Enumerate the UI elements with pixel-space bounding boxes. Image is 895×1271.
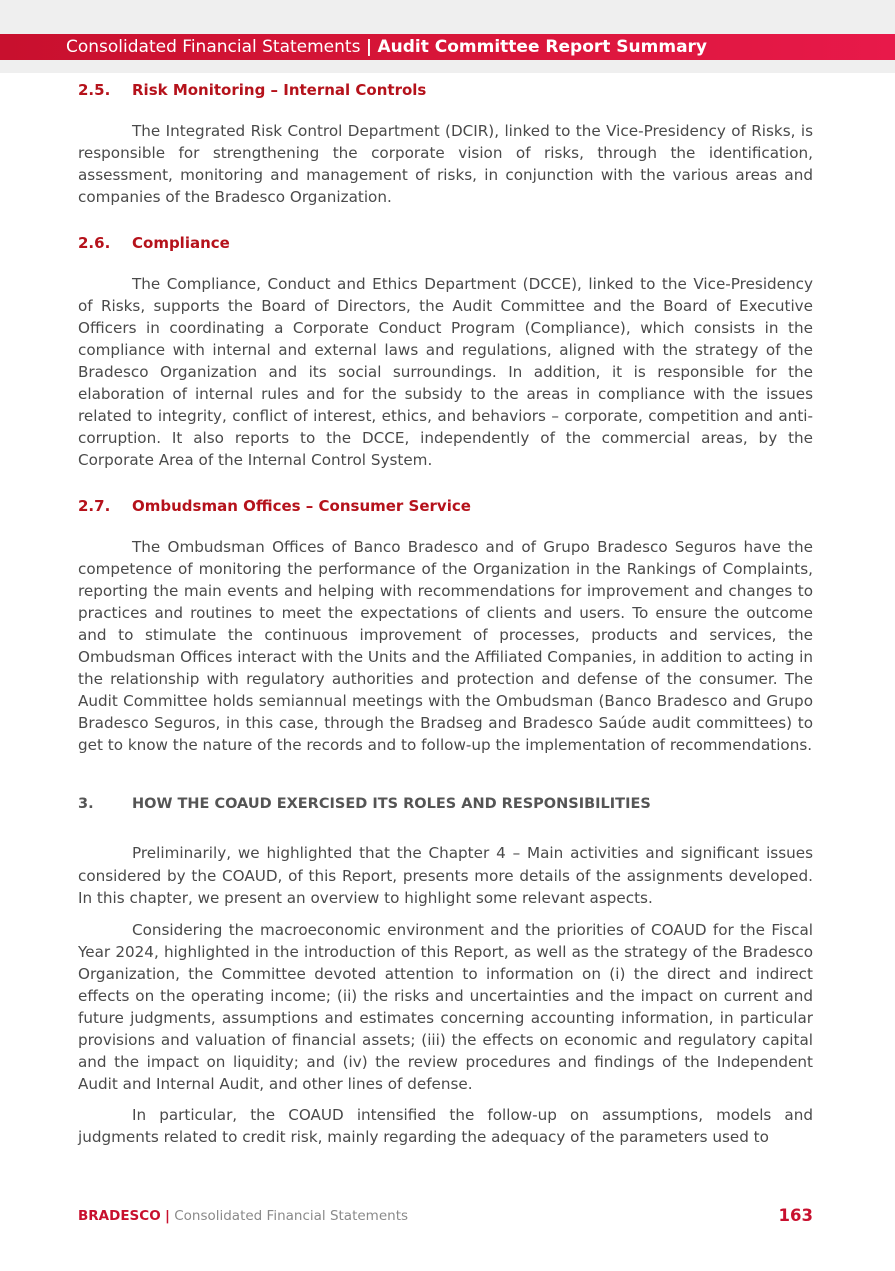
- section-title: HOW THE COAUD EXERCISED ITS ROLES AND RESPONSIBILITIES: [132, 796, 651, 812]
- paragraph: The Compliance, Conduct and Ethics Department (DCCE), linked to the Vice-Presidency of Risks, supports the Board of Directors, the Audit Committee and the Board of Executive Officers in coordinating a Corporate Conduct Program (Compliance), which consists in the compliance with internal and external laws and regulations, aligned with the strategy of the Bradesco Organization and its social surroundings. In addition, it is responsible for the elaboration of internal rules and for the subsidy to the areas in compliance with the issues related to integrity, conflict of interest, ethics, and behaviors – corporate, competition and anti-corruption. It also reports to the DCCE, independently of the commercial areas, by the Corporate Area of the Internal Control System.: [78, 275, 813, 469]
- footer-subtitle: Consolidated Financial Statements: [174, 1208, 409, 1224]
- section-number: 2.7.: [78, 497, 111, 515]
- banner-title: Consolidated Financial Statements: [66, 37, 361, 57]
- footer-separator: |: [164, 1208, 170, 1224]
- header-banner: [0, 34, 895, 60]
- banner-separator: |: [365, 37, 373, 57]
- banner-underlay: [0, 60, 895, 73]
- paragraph: Preliminarily, we highlighted that the Chapter 4 – Main activities and significant issues considered by the COAUD, of this Report, presents more details of the assignments developed. In this chapter, we present an overview to highlight some relevant aspects.: [78, 844, 813, 907]
- section-number: 3.: [78, 796, 94, 812]
- section-heading-2-5: [78, 78, 813, 102]
- top-margin: [0, 0, 895, 34]
- section-title: Risk Monitoring – Internal Controls: [132, 81, 427, 99]
- paragraph: The Integrated Risk Control Department (DCIR), linked to the Vice-Presidency of Risks, is responsible for strengthening the corporate vision of risks, through the identification, assessment, monitoring and management of risks, in conjunction with the various areas and companies of the Bradesco Organization.: [78, 122, 813, 206]
- paragraph: In particular, the COAUD intensified the follow-up on assumptions, models and judgments related to credit risk, mainly regarding the adequacy of the parameters used to: [78, 1105, 813, 1146]
- paragraph: Considering the macroeconomic environment and the priorities of COAUD for the Fiscal Year 2024, highlighted in the introduction of this Report, as well as the strategy of the Bradesco Organization, the Committee devoted attention to information on (i) the direct and indirect effects on the operating income; (ii) the risks and uncertainties and the impact on current and future judgments, assumptions and estimates concerning accounting information, in particular provisions and valuation of financial assets; (iii) the effects on economic and regulatory capital and the impact on liquidity; and (iv) the review procedures and findings of the Independent Audit and Internal Audit, and other lines of defense.: [78, 920, 813, 1093]
- paragraph: The Ombudsman Offices of Banco Bradesco and of Grupo Bradesco Seguros have the competence of monitoring the performance of the Organization in the Rankings of Complaints, reporting the main events and helping with recommendations for improvement and changes to practices and routines to meet the expectations of clients and users. To ensure the outcome and to stimulate the continuous improvement of processes, products and services, the Ombudsman Offices interact with the Units and the Affiliated Companies, in addition to acting in the relationship with regulatory authorities and protection and defense of the consumer. The Audit Committee holds semiannual meetings with the Ombudsman (Banco Bradesco and Grupo Bradesco Seguros, in this case, through the Bradseg and Bradesco Saúde audit committees) to get to know the nature of the records and to follow-up the implementation of recommendations.: [78, 538, 813, 754]
- section-heading-2-6: [78, 231, 813, 255]
- section-heading-2-7: [78, 494, 813, 518]
- page-number: 163: [778, 1206, 813, 1225]
- page-footer: [78, 1204, 813, 1228]
- section-title: Compliance: [132, 234, 230, 252]
- section-title: Ombudsman Offices – Consumer Service: [132, 497, 471, 515]
- section-heading-3: [78, 792, 813, 816]
- footer-brand: BRADESCO: [78, 1208, 161, 1224]
- banner-subtitle: Audit Committee Report Summary: [377, 37, 708, 57]
- section-number: 2.5.: [78, 81, 111, 99]
- section-number: 2.6.: [78, 234, 111, 252]
- page-content: [78, 78, 813, 1148]
